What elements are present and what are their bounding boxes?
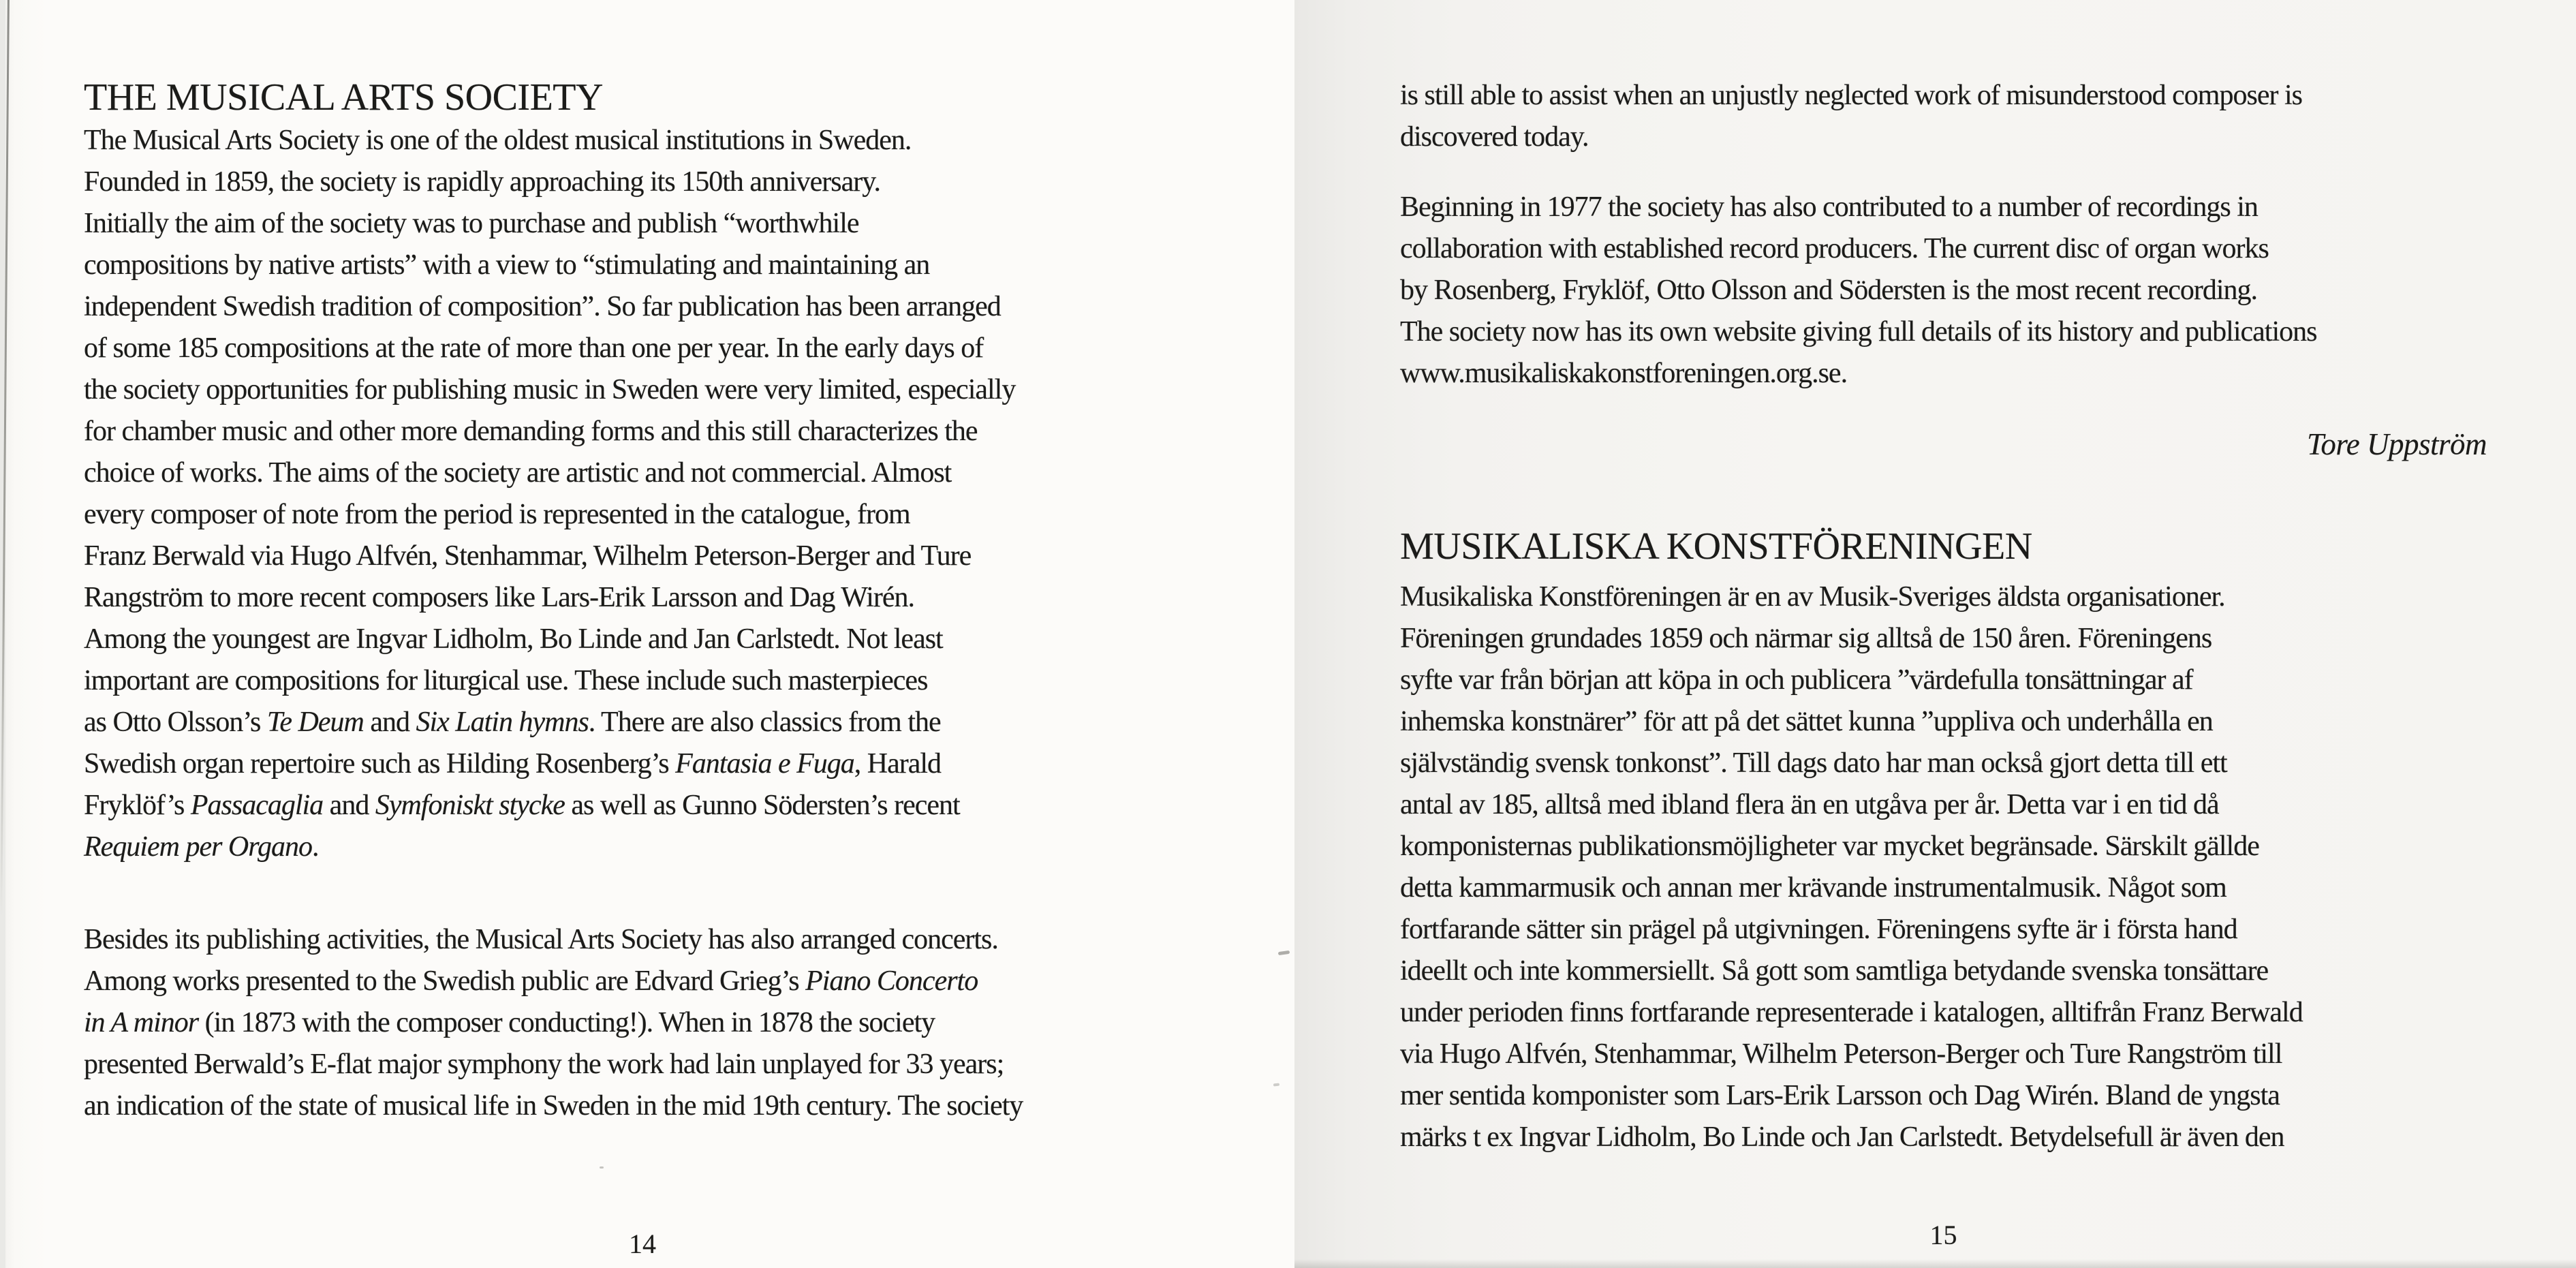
text-segment: syfte var från början att köpa in och publicera ”värdefulla tonsättningar af bbox=[1400, 664, 2193, 696]
text-line bbox=[1400, 992, 2490, 1034]
text-line bbox=[1400, 228, 2490, 270]
section-title-swedish: MUSIKALISKA KONSTFÖRENINGEN bbox=[1400, 525, 2032, 568]
italic-text-segment: Six Latin hymns bbox=[416, 707, 589, 738]
text-line bbox=[1400, 1117, 2490, 1158]
text-line bbox=[1400, 1075, 2490, 1117]
text-segment: an indication of the state of musical life in Sweden in the mid 19th century. The society bbox=[84, 1090, 1023, 1122]
italic-text-segment: Te Deum bbox=[266, 707, 364, 738]
text-segment: antal av 185, alltså med ibland flera än en utgåva per år. Detta var i en tid då bbox=[1400, 789, 2219, 820]
text-line bbox=[84, 328, 1215, 369]
text-segment: and bbox=[363, 707, 416, 738]
text-line bbox=[84, 369, 1215, 411]
text-segment: for chamber music and other more demanding forms and this still characterizes the bbox=[84, 416, 978, 447]
text-segment: as well as Gunno Södersten’s recent bbox=[564, 790, 960, 821]
text-segment: Swedish organ repertoire such as Hilding Rosenberg’s bbox=[84, 748, 676, 779]
text-line bbox=[84, 161, 1215, 203]
text-segment: Among works presented to the Swedish public are Edvard Grieg’s bbox=[84, 965, 806, 997]
text-line bbox=[1400, 618, 2490, 660]
text-line bbox=[84, 536, 1215, 577]
text-line bbox=[1400, 1034, 2490, 1075]
text-segment: Fryklöf’s bbox=[84, 790, 191, 821]
page-number-left: 14 bbox=[629, 1228, 656, 1259]
text-segment: is still able to assist when an unjustly neglected work of misunderstood composer is bbox=[1400, 80, 2302, 111]
text-line bbox=[84, 619, 1215, 660]
text-line bbox=[84, 1002, 1215, 1044]
text-segment: Initially the aim of the society was to purchase and publish “worthwhile bbox=[84, 208, 859, 239]
italic-text-segment: Symfoniskt stycke bbox=[375, 790, 565, 821]
text-line bbox=[84, 660, 1215, 702]
text-segment: by Rosenberg, Fryklöf, Otto Olsson and Södersten is the most recent recording. bbox=[1400, 275, 2258, 306]
text-segment: The society now has its own website giving full details of its history and publications bbox=[1400, 316, 2317, 347]
italic-text-segment: Requiem per Organo bbox=[84, 831, 313, 863]
italic-text-segment: Passacaglia bbox=[190, 790, 324, 821]
text-segment: The Musical Arts Society is one of the oldest musical institutions in Sweden. bbox=[84, 125, 912, 156]
italic-text-segment: Piano Concerto bbox=[805, 965, 978, 997]
text-line bbox=[1400, 311, 2490, 353]
text-line bbox=[84, 203, 1215, 245]
text-line bbox=[1400, 75, 2490, 117]
text-segment: Franz Berwald via Hugo Alfvén, Stenhammar, Wilhelm Peterson-Berger and Ture bbox=[84, 540, 972, 572]
text-line bbox=[84, 411, 1215, 452]
text-line bbox=[84, 961, 1215, 1002]
text-segment: discovered today. bbox=[1400, 121, 1589, 153]
text-segment: presented Berwald’s E-flat major symphony the work had lain unplayed for 33 years; bbox=[84, 1049, 1004, 1080]
text-line bbox=[1400, 353, 2490, 395]
text-segment: compositions by native artists” with a view to “stimulating and maintaining an bbox=[84, 249, 930, 281]
text-segment: Founded in 1859, the society is rapidly approaching its 150th anniversary. bbox=[84, 166, 881, 198]
text-line bbox=[84, 452, 1215, 494]
text-line bbox=[84, 120, 1215, 161]
text-segment: important are compositions for liturgical use. These include such masterpieces bbox=[84, 665, 928, 696]
text-line bbox=[1400, 117, 2490, 158]
text-segment: Föreningen grundades 1859 och närmar sig alltså de 150 åren. Föreningens bbox=[1400, 623, 2212, 654]
text-line bbox=[1400, 187, 2490, 228]
text-line bbox=[1400, 270, 2490, 311]
text-line bbox=[1400, 660, 2490, 701]
text-segment: . bbox=[312, 831, 319, 863]
text-segment: mer sentida komponister som Lars-Erik Larsson och Dag Wirén. Bland de yngsta bbox=[1400, 1080, 2280, 1111]
text-segment: fortfarande sätter sin prägel på utgivningen. Föreningens syfte är i första hand bbox=[1400, 914, 2237, 945]
page-right bbox=[1294, 0, 2576, 1268]
section-title-english: THE MUSICAL ARTS SOCIETY bbox=[84, 76, 603, 119]
text-segment: choice of works. The aims of the society are artistic and not commercial. Almost bbox=[84, 457, 952, 489]
text-segment: the society opportunities for publishing music in Sweden were very limited, especially bbox=[84, 374, 1016, 405]
text-segment: via Hugo Alfvén, Stenhammar, Wilhelm Peterson-Berger och Ture Rangström till bbox=[1400, 1038, 2282, 1070]
text-line bbox=[84, 286, 1215, 328]
text-segment: ideellt och inte kommersiellt. Så gott som samtliga betydande svenska tonsättare bbox=[1400, 955, 2269, 987]
text-line bbox=[1400, 701, 2490, 743]
text-segment: Among the youngest are Ingvar Lidholm, Bo Linde and Jan Carlstedt. Not least bbox=[84, 623, 943, 655]
paragraph-english-2 bbox=[84, 919, 1215, 1127]
text-segment: märks t ex Ingvar Lidholm, Bo Linde och Jan Carlstedt. Betydelsefull är även den bbox=[1400, 1122, 2284, 1153]
text-line bbox=[84, 1085, 1215, 1127]
scan-bottom-shade bbox=[1294, 1259, 2576, 1268]
text-segment: Besides its publishing activities, the Musical Arts Society has also arranged concerts. bbox=[84, 924, 998, 955]
text-line bbox=[84, 494, 1215, 536]
text-segment: collaboration with established record producers. The current disc of organ works bbox=[1400, 233, 2269, 264]
text-segment: (in 1873 with the composer conducting!). When in 1878 the society bbox=[198, 1007, 935, 1038]
text-segment: inhemska konstnärer” för att på det sättet kunna ”uppliva och underhålla en bbox=[1400, 706, 2213, 737]
text-line bbox=[1400, 576, 2490, 618]
text-segment: independent Swedish tradition of composition”. So far publication has been arranged bbox=[84, 291, 1001, 322]
paragraph-english-recordings bbox=[1400, 187, 2490, 395]
page-number-right: 15 bbox=[1929, 1220, 1957, 1250]
text-line bbox=[84, 702, 1215, 743]
text-line bbox=[84, 245, 1215, 286]
text-line bbox=[1400, 950, 2490, 992]
text-line bbox=[1400, 743, 2490, 784]
text-segment: Musikaliska Konstföreningen är en av Musik-Sveriges äldsta organisationer. bbox=[1400, 581, 2225, 613]
text-segment: . There are also classics from the bbox=[588, 707, 941, 738]
text-line bbox=[84, 826, 1215, 868]
text-line bbox=[84, 785, 1215, 826]
paragraph-english-continuation bbox=[1400, 75, 2490, 158]
text-line bbox=[1400, 867, 2490, 909]
text-segment: of some 185 compositions at the rate of more than one per year. In the early days of bbox=[84, 333, 984, 364]
text-segment: komponisternas publikationsmöjligheter var mycket begränsade. Särskilt gällde bbox=[1400, 831, 2259, 862]
text-line bbox=[84, 1044, 1215, 1085]
author-byline: Tore Uppström bbox=[2307, 427, 2487, 461]
text-line bbox=[84, 743, 1215, 785]
paper-speck bbox=[600, 1166, 604, 1169]
text-segment: , Harald bbox=[854, 748, 942, 779]
text-segment: detta kammarmusik och annan mer krävande instrumentalmusik. Något som bbox=[1400, 872, 2226, 903]
text-segment: Beginning in 1977 the society has also contributed to a number of recordings in bbox=[1400, 191, 2258, 223]
paragraph-english-1 bbox=[84, 120, 1215, 868]
text-line bbox=[1400, 909, 2490, 950]
text-segment: självständig svensk tonkonst”. Till dags dato har man också gjort detta till ett bbox=[1400, 747, 2227, 779]
text-line bbox=[84, 919, 1215, 961]
text-segment: every composer of note from the period is represented in the catalogue, from bbox=[84, 499, 910, 530]
text-line bbox=[1400, 826, 2490, 867]
text-segment: www.musikaliskakonstforeningen.org.se. bbox=[1400, 358, 1848, 389]
text-segment: Rangström to more recent composers like Lars-Erik Larsson and Dag Wirén. bbox=[84, 582, 914, 613]
text-line bbox=[1400, 784, 2490, 826]
paragraph-swedish bbox=[1400, 576, 2490, 1158]
text-segment: as Otto Olsson’s bbox=[84, 707, 267, 738]
italic-text-segment: in A minor bbox=[84, 1007, 199, 1038]
italic-text-segment: Fantasia e Fuga bbox=[675, 748, 854, 779]
text-segment: and bbox=[323, 790, 375, 821]
text-segment: under perioden finns fortfarande representerade i katalogen, alltifrån Franz Berwald bbox=[1400, 997, 2303, 1028]
text-line bbox=[84, 577, 1215, 619]
